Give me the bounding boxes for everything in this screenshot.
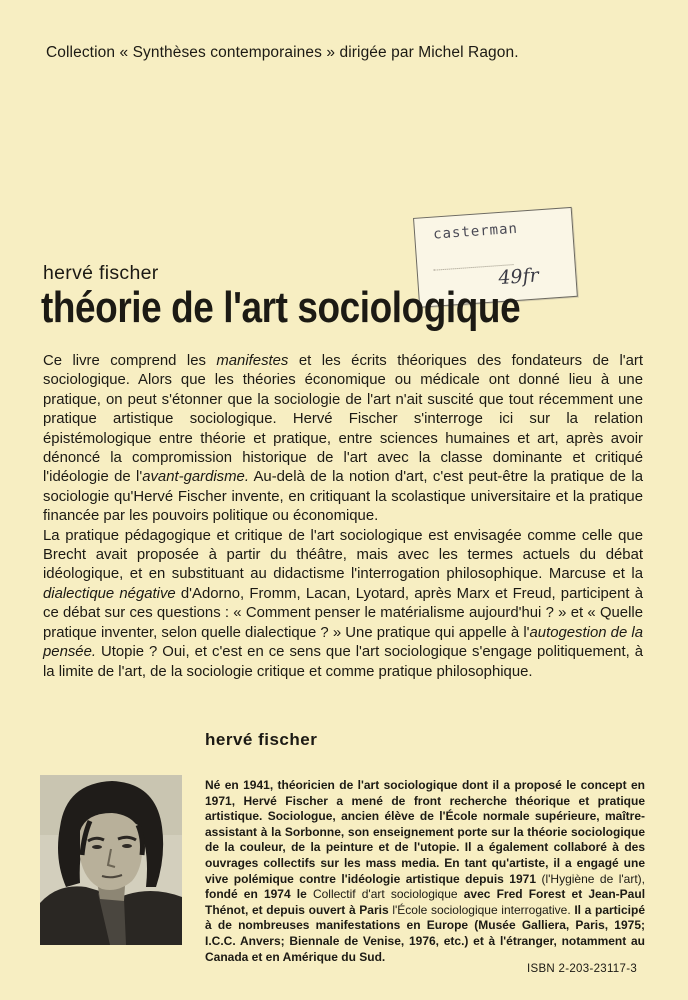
text-run: Né en 1941, théoricien de l'art sociologique dont il a proposé le concept en 1971, Hervé Fischer a mené de front recherche théorique et pratique artistique. Sociologue, ancien élève de l'École normale supérieure, maître-assistant à la Sorbonne, son enseignement porte sur la théorie sociologique de la couleur, de la peinture et de l'utopie. Il a également collaboré à des ouvrages collectifs sur les mass media. En tant qu'artiste, il a engagé une vive polémique contre l'idéologie artistique depuis 1971 — [205, 778, 645, 886]
author-bio — [205, 778, 645, 965]
text-run: Utopie ? Oui, et c'est en ce sens que l'art sociologique s'engage politiquement, à la limite de l'art, de la sociologie critique et comme pratique philosophique. — [43, 644, 643, 680]
text-run: d'Adorno, Fromm, Lacan, Lyotard, après Marx et Freud, participent à ce débat sur ces questions : « Comment penser le matérialisme aujourd'hui ? » et « Quelle pratique inventer, selon quelle dialectique ? » Une pratique qui appelle à l' — [43, 585, 643, 641]
text-run: Il a participé à de nombreuses manifestations en Europe (Musée Galliera, Paris, 1975; I.C.C. Anvers; Biennale de Venise, 1976, etc.) et à l'étranger, notamment au Canada et en Amérique du Sud. — [205, 902, 646, 964]
text-run: Au-delà de la notion d'art, c'est peut-être la pratique de la sociologie qu'Hervé Fischer invente, en critiquant la scolastique universitaire et la pratique financée par les pouvoirs politique ou économique. — [43, 469, 643, 525]
blurb-paragraph-1 — [43, 352, 643, 527]
author-photo — [40, 775, 182, 945]
text-run: La pratique pédagogique et critique de l'art sociologique est envisagée comme celle que Brecht avait proposée à partir du théâtre, mais avec les termes actuels du débat idéologique, et en substituant au didactisme l'interrogation philosophique. Marcuse et la — [43, 527, 643, 583]
book-title: théorie de l'art sociologique — [41, 283, 521, 332]
blurb-paragraph-2 — [43, 527, 643, 682]
collection-line: Collection « Synthèses contemporaines » dirigée par Michel Ragon. — [46, 44, 519, 61]
emphasis: autogestion de la pensée. — [43, 624, 643, 661]
blurb — [43, 352, 643, 682]
text-run: et les écrits théoriques des fondateurs de l'art sociologique. Alors que les théories économique ou médicale ont donné lieu à une pratique, on peut s'étonner que la sociologie de l'art n'ait suscité que tout récemment une pratique artistique sociologique. Hervé Fischer s'interroge ici sur la relation épistémologique entre théorie et pratique, entre sciences humaines et art, après avoir dénoncé la compromission historique de l'art avec la classe dominante et critiqué l'idéologie de l' — [43, 353, 643, 486]
text-run: Ce livre comprend les — [43, 353, 217, 369]
emphasis: dialectique négative — [43, 585, 176, 602]
bio-heading: hervé fischer — [205, 730, 318, 749]
text-run: avec Fred Forest et Jean-Paul Thénot, et depuis ouvert à Paris — [205, 887, 646, 917]
text-run: l'École sociologique interrogative. — [392, 902, 571, 917]
text-run: fondé en 1974 le — [205, 887, 313, 902]
sticker-brand: casterman — [432, 220, 519, 243]
text-run: (l'Hygiène de l'art), — [541, 871, 645, 886]
author-name: hervé fischer — [43, 262, 159, 284]
emphasis: avant-gardisme. — [142, 469, 249, 486]
emphasis: manifestes — [216, 353, 289, 369]
sticker-handwritten-price: 49fr — [497, 264, 540, 290]
isbn: ISBN 2-203-23117-3 — [527, 963, 638, 975]
text-run: Collectif d'art sociologique — [312, 887, 458, 902]
